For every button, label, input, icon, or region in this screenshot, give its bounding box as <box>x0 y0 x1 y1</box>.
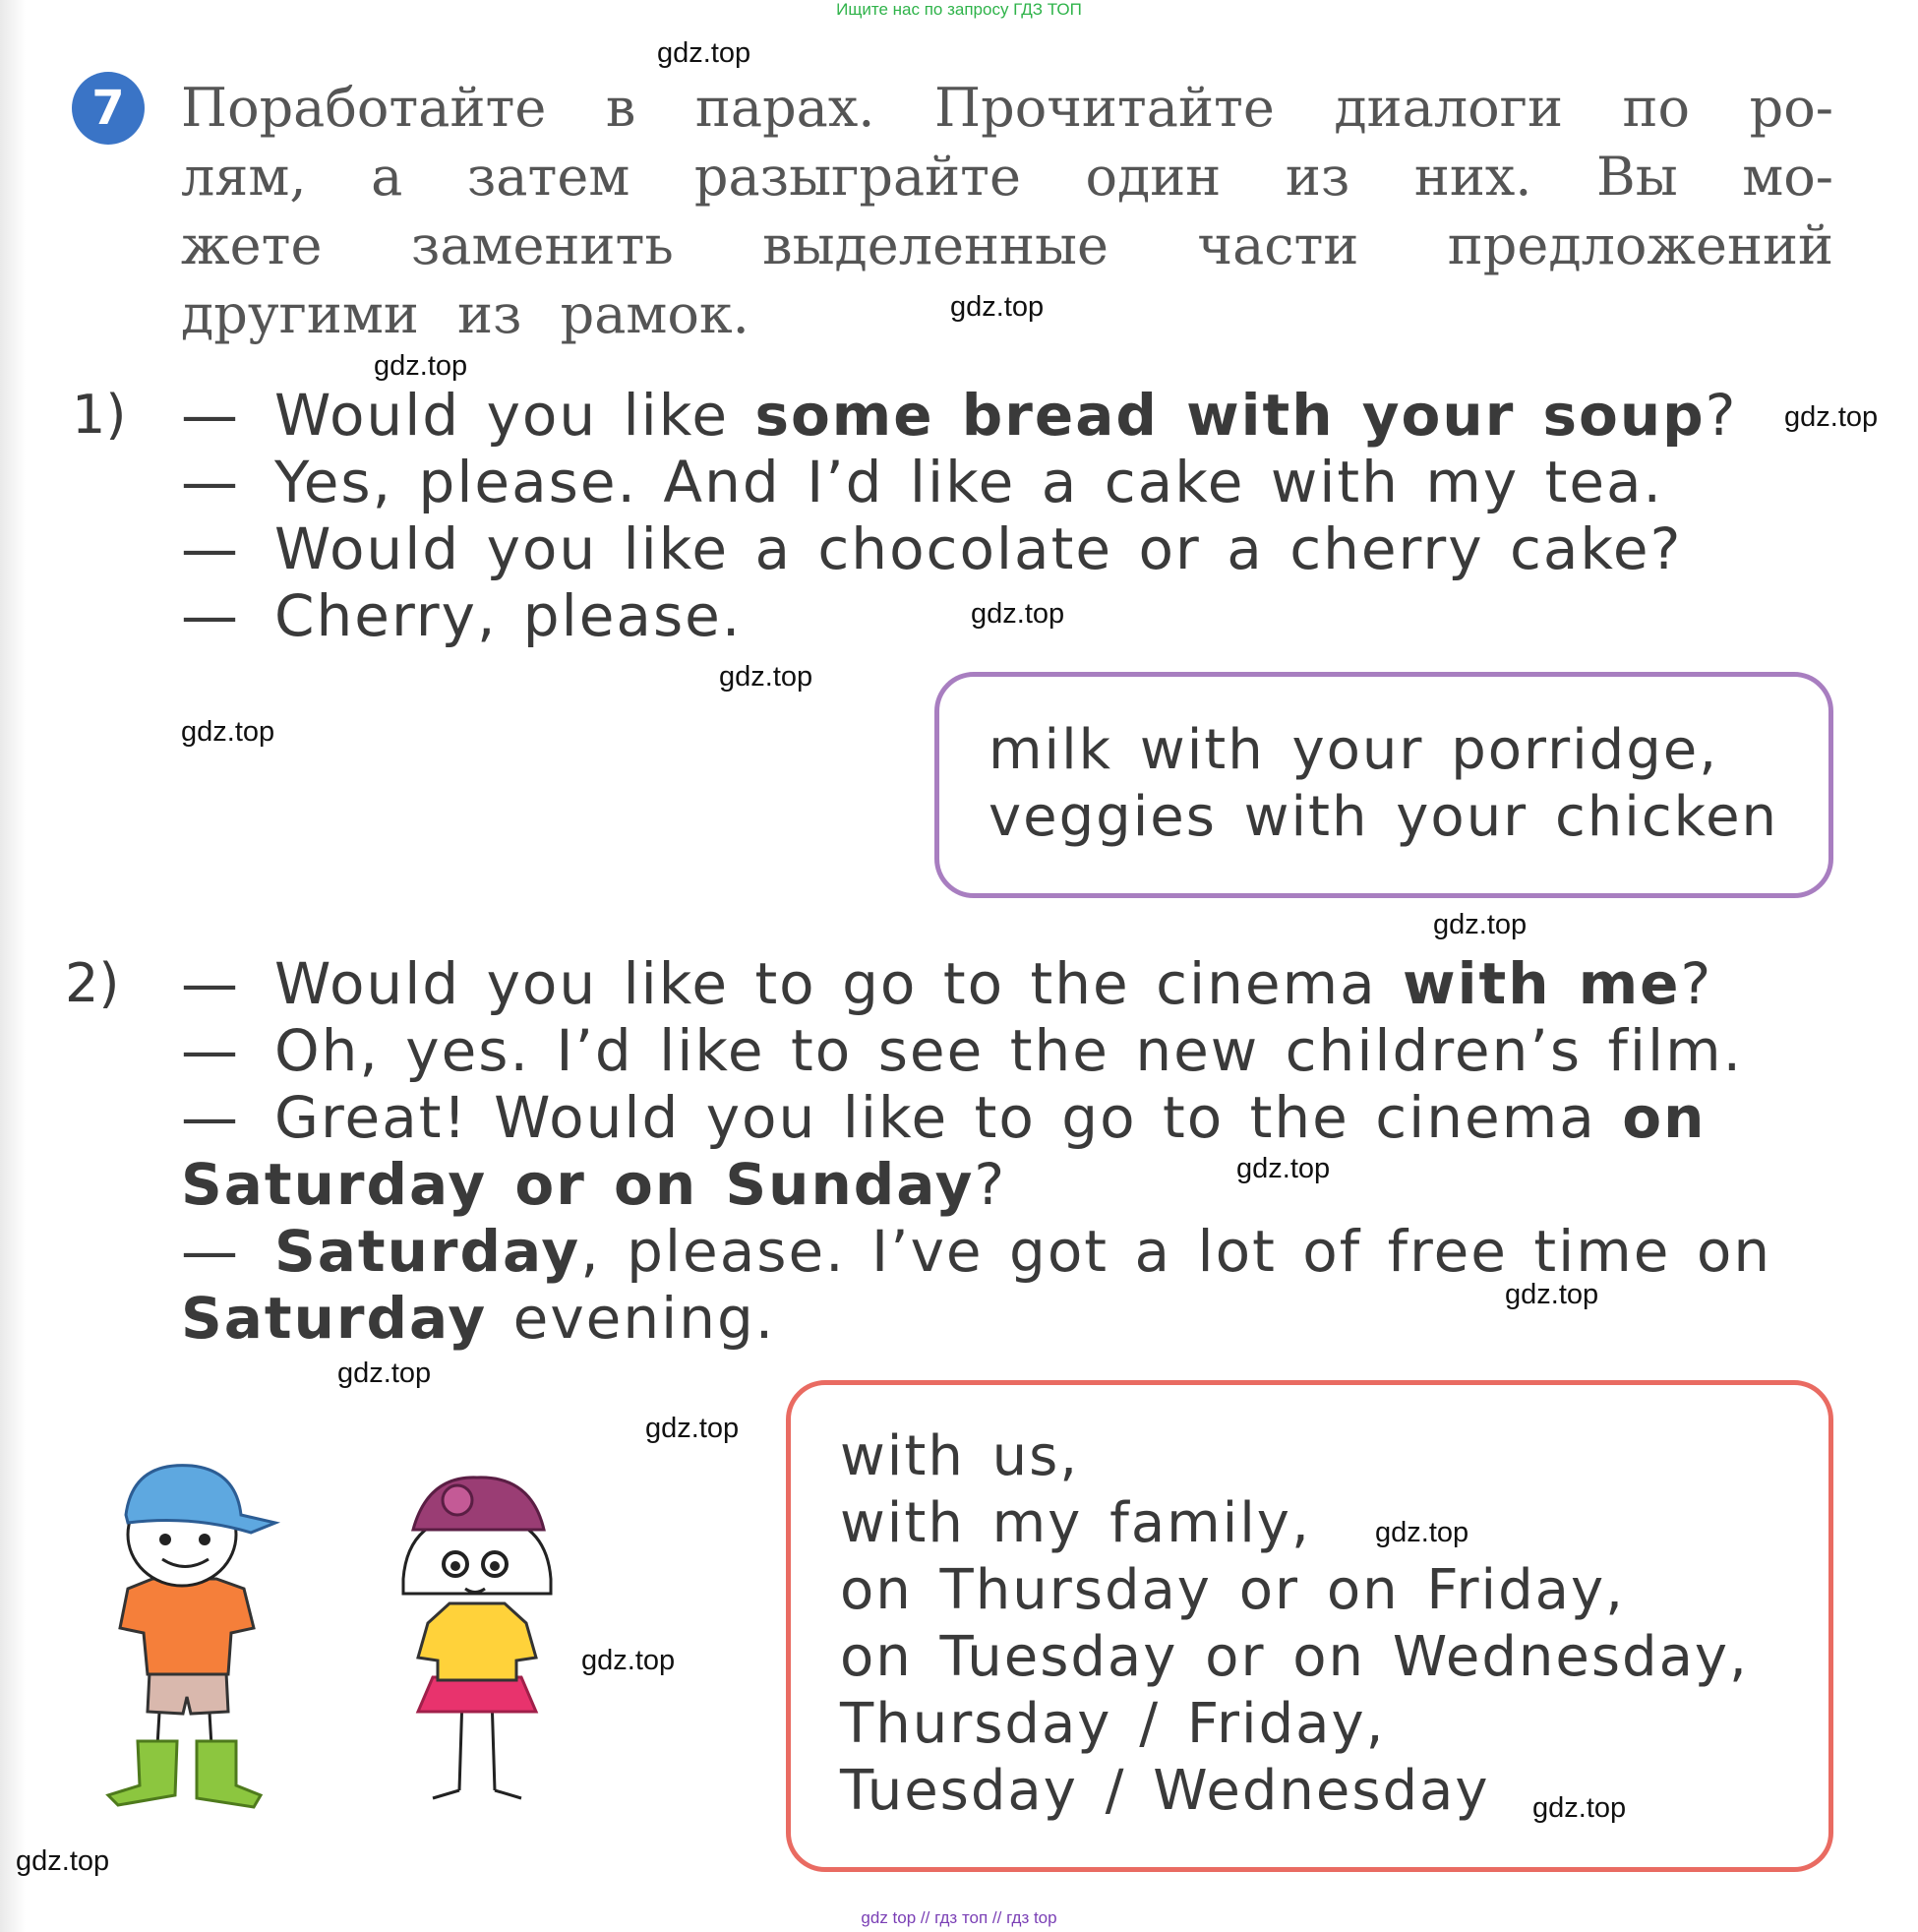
watermark: gdz.top <box>1532 1792 1627 1824</box>
dash: — <box>181 1218 240 1285</box>
girl-illustration <box>389 1466 566 1820</box>
instruction-line-4: другими из рамок. <box>181 283 749 345</box>
line-text: Cherry, please. <box>274 582 743 649</box>
bottom-banner[interactable]: gdz top // гдз топ // гдз top <box>861 1908 1057 1927</box>
dialogue-2-line-6 <box>181 1285 775 1354</box>
watermark: gdz.top <box>181 716 275 748</box>
highlighted-phrase: some bread with your soup <box>754 382 1706 449</box>
dash: — <box>181 1084 240 1151</box>
watermark: gdz.top <box>581 1645 676 1676</box>
watermark: gdz.top <box>1433 909 1528 940</box>
line-text: ? <box>974 1151 1007 1218</box>
line-text: Oh, yes. I’d like to see the new children’s film. <box>274 1017 1744 1084</box>
box-option: veggies with your chicken <box>989 785 1779 849</box>
dialogue-2-line-3 <box>181 1084 1706 1153</box>
dialogue-2-line-4 <box>181 1151 1006 1220</box>
highlighted-phrase: Saturday <box>274 1218 581 1285</box>
line-text: , please. I’ve got a lot of free time on <box>580 1218 1772 1285</box>
instruction-line-2: лям, а затем разыграйте один из них. Вы мо- <box>181 146 1833 208</box>
watermark: gdz.top <box>950 291 1045 323</box>
line-text: Great! Would you like to go to the cinema <box>274 1084 1623 1151</box>
watermark: gdz.top <box>337 1358 432 1389</box>
dialogue-1-line-1 <box>181 382 1737 451</box>
dash: — <box>181 515 240 582</box>
watermark: gdz.top <box>657 37 751 69</box>
box-option: Tuesday / Wednesday <box>840 1759 1490 1823</box>
highlighted-phrase: on <box>1622 1084 1707 1151</box>
line-text: Yes, please. And I’d like a cake with my tea. <box>274 449 1663 515</box>
dash: — <box>181 449 240 515</box>
dialogue-2-line-1 <box>181 950 1712 1019</box>
page-shadow <box>0 0 26 1932</box>
watermark: gdz.top <box>719 661 813 693</box>
substitution-box-2 <box>786 1380 1833 1872</box>
instruction-line-1: Поработайте в парах. Прочитайте диалоги по ро- <box>181 77 1833 139</box>
box-option: with us, <box>840 1424 1080 1488</box>
box-option: Thursday / Friday, <box>840 1692 1386 1756</box>
dialogue-2-line-2 <box>181 1017 1743 1086</box>
substitution-box-1 <box>934 672 1833 898</box>
boy-illustration <box>79 1456 295 1820</box>
dialogue-2-line-5 <box>181 1218 1771 1287</box>
box-option: on Thursday or on Friday, <box>840 1558 1625 1622</box>
dash: — <box>181 382 240 449</box>
watermark: gdz.top <box>16 1845 110 1877</box>
top-banner[interactable]: Ищите нас по запросу ГДЗ ТОП <box>836 0 1082 19</box>
line-text: ? <box>1680 950 1713 1017</box>
highlighted-phrase: with me <box>1403 950 1681 1017</box>
exercise-number: 7 <box>72 72 145 145</box>
box-option: on Tuesday or on Wednesday, <box>840 1625 1749 1689</box>
box-option: milk with your porridge, <box>989 718 1719 782</box>
dash: — <box>181 950 240 1017</box>
dialogue-1-line-2 <box>181 449 1663 517</box>
line-text: evening. <box>487 1285 776 1352</box>
watermark: gdz.top <box>1375 1517 1469 1548</box>
line-text: Would you like a chocolate or a cherry cake? <box>274 515 1683 582</box>
dash: — <box>181 582 240 649</box>
watermark: gdz.top <box>1236 1153 1331 1184</box>
line-text: Would you like <box>274 382 755 449</box>
dialogue-1-marker: 1) <box>72 384 127 446</box>
watermark: gdz.top <box>645 1413 740 1444</box>
instruction-line-3: жете заменить выделенные части предложений <box>181 214 1833 276</box>
dialogue-1-line-3 <box>181 515 1682 584</box>
line-text: Would you like to go to the cinema <box>274 950 1404 1017</box>
dash: — <box>181 1017 240 1084</box>
highlighted-phrase: Saturday or on Sunday <box>181 1151 975 1218</box>
highlighted-phrase: Saturday <box>181 1285 488 1352</box>
box-option: with my family, <box>840 1491 1311 1555</box>
watermark: gdz.top <box>1505 1279 1599 1310</box>
watermark: gdz.top <box>971 598 1065 630</box>
watermark: gdz.top <box>374 350 468 382</box>
dialogue-1-line-4 <box>181 582 742 651</box>
watermark: gdz.top <box>1784 401 1879 433</box>
dialogue-2-marker: 2) <box>65 952 120 1014</box>
line-text: ? <box>1705 382 1738 449</box>
